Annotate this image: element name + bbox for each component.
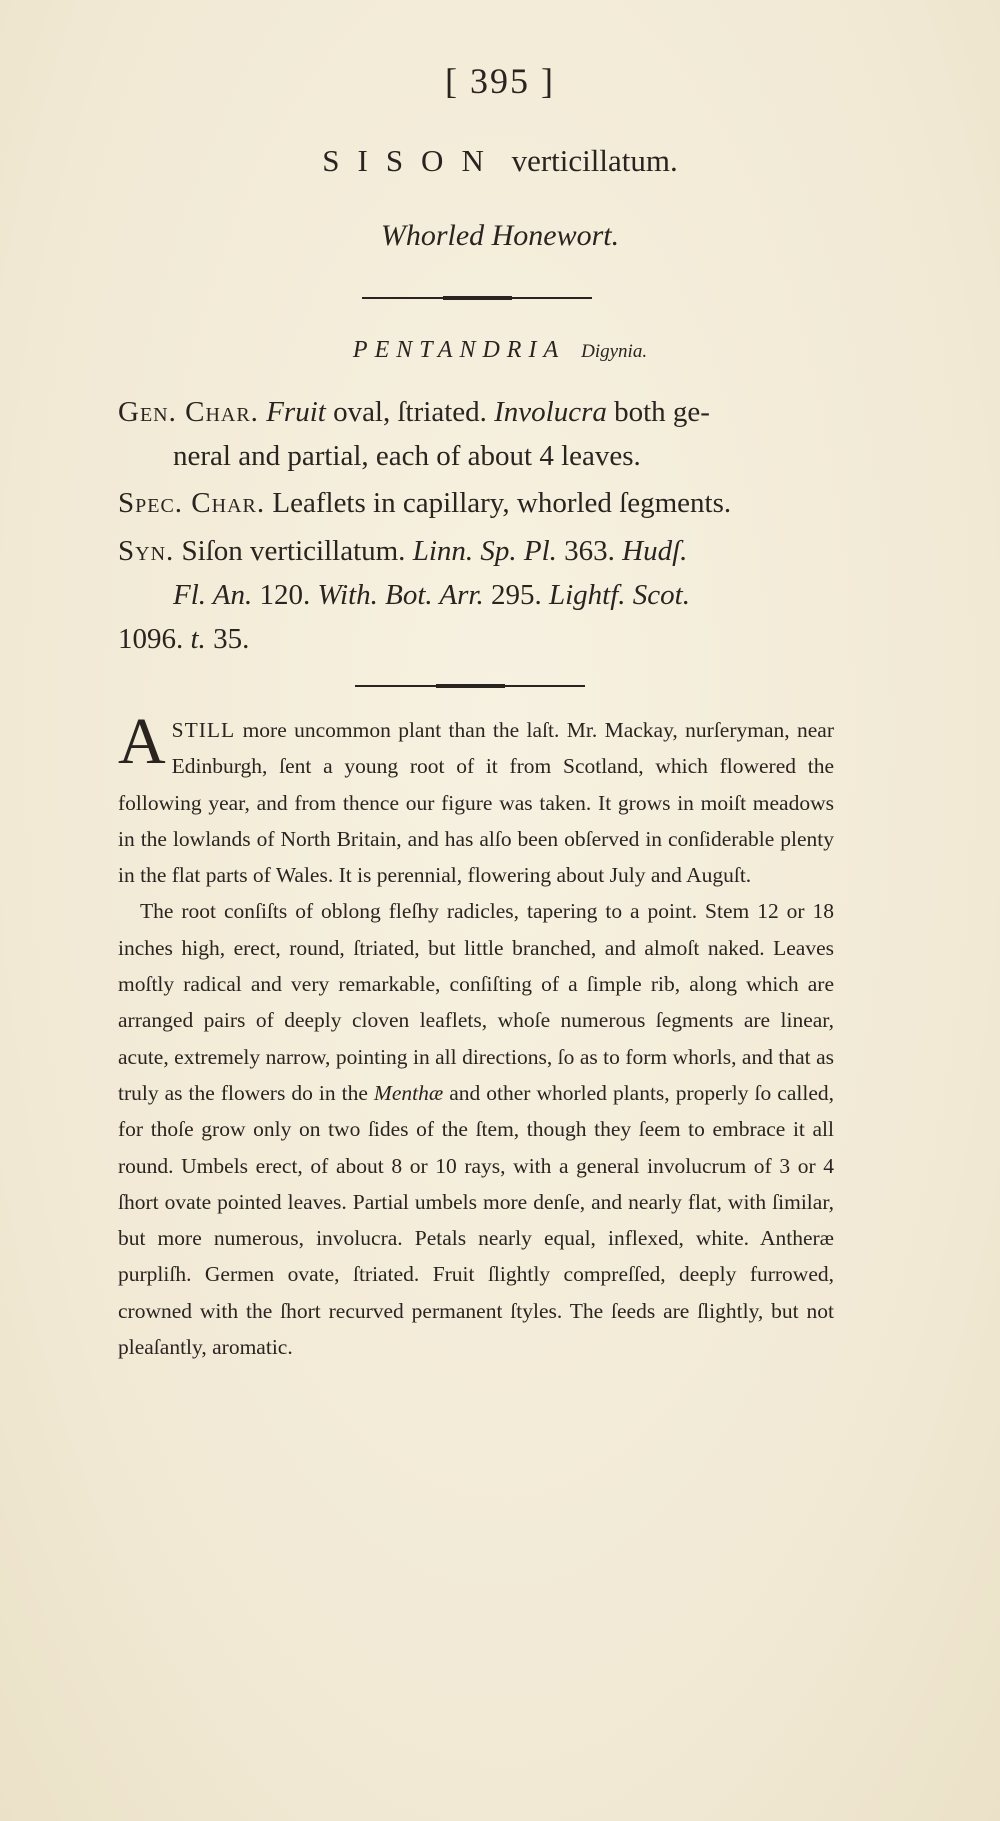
syn-text: With. Bot. Arr. <box>317 579 484 611</box>
common-name: Whorled Honewort. <box>380 219 620 252</box>
syn-text: Fl. An. <box>173 579 253 611</box>
syn-text: 363. <box>556 535 623 567</box>
syn-text: t. <box>190 623 206 655</box>
paragraph <box>118 705 834 893</box>
syn-text: Lightf. Scot. <box>548 579 690 611</box>
genus-name: SISON <box>322 143 502 178</box>
gen-char-text: both ge- <box>606 396 710 428</box>
syn-text: Hudſ. <box>622 535 688 567</box>
paragraph <box>118 893 834 1365</box>
syn-text: 295. <box>483 579 549 611</box>
gen-char-continuation: neral and partial, each of about 4 leaves. <box>173 440 641 472</box>
gen-char-text: Involucra <box>494 396 607 428</box>
page-title <box>0 143 1000 179</box>
classification <box>0 337 1000 364</box>
paragraph-text: and other whorled plants, properly ſo called, for thoſe grow only on two ſides of the ſtem, though they ſeem to embrace it all round. Umbels erect, of about 8 or 10 rays, with a general involucrum of 3 or 4 ſhort ovate pointed leaves. Partial umbels more denſe, and nearly flat, with ſimilar, but more numerous, involucra. Petals nearly equal, inflexed, white. Antheræ purpliſh. Germen ovate, ſtriated. Fruit ſlightly compreſſed, deeply furrowed, crowned with the ſhort recurved permanent ſtyles. The ſeeds are ſlightly, but not pleaſantly, aromatic. <box>118 1080 834 1360</box>
syn-text: 1096. <box>118 623 191 655</box>
paragraph-text: STILL <box>171 718 236 742</box>
drop-cap: A <box>118 705 166 778</box>
spec-char-label: Spec. Char. <box>118 487 266 519</box>
gen-char-label: Gen. Char. <box>118 396 259 428</box>
syn-text: 35. <box>205 623 250 655</box>
description-body <box>118 705 834 1365</box>
specific-character <box>118 481 838 525</box>
spec-char-text: Leaflets in capillary, whorled ſegments. <box>265 487 732 519</box>
syn-label: Syn. <box>118 535 175 567</box>
classification-order: PENTANDRIA <box>352 337 566 363</box>
paragraph-text: Menthæ <box>373 1080 444 1105</box>
species-name: verticillatum. <box>511 143 678 178</box>
paragraph-text: The root conſiſts of oblong fleſhy radicles, tapering to a point. Stem 12 or 18 inches high, erect, round, ſtriated, but little branched, and almoſt naked. Leaves moſtly radical and very remarkable, conſiſting of a ſimple rib, along which are arranged pairs of deeply cloven leaflets, whoſe numerous ſegments are linear, acute, extremely narrow, pointing in all directions, ſo as to form whorls, and that as truly as the flowers do in the <box>118 899 834 1105</box>
page-number: [ 395 ] <box>445 61 555 101</box>
syn-continuation <box>118 573 838 617</box>
divider-rule <box>362 297 592 299</box>
syn-text: Linn. Sp. Pl. <box>412 535 557 567</box>
classification-suborder: Digynia. <box>581 341 648 362</box>
gen-char-text: oval, ſtriated. <box>325 396 495 428</box>
divider-rule <box>355 685 585 687</box>
generic-character <box>118 390 838 478</box>
syn-text: Siſon verticillatum. <box>174 535 413 567</box>
gen-char-text: Fruit <box>266 396 326 428</box>
synonymy <box>118 529 838 661</box>
syn-text: 120. <box>252 579 318 611</box>
paragraph-text: more uncommon plant than the laſt. Mr. Mackay, nurſeryman, near Edinburgh, ſent a young root of it from Scotland, which flowered the following year, and from thence our figure was taken. It grows in moiſt meadows in the lowlands of North Britain, and has alſo been obſerved in conſiderable plenty in the flat parts of Wales. It is perennial, flowering about July and Auguſt. <box>118 718 834 888</box>
